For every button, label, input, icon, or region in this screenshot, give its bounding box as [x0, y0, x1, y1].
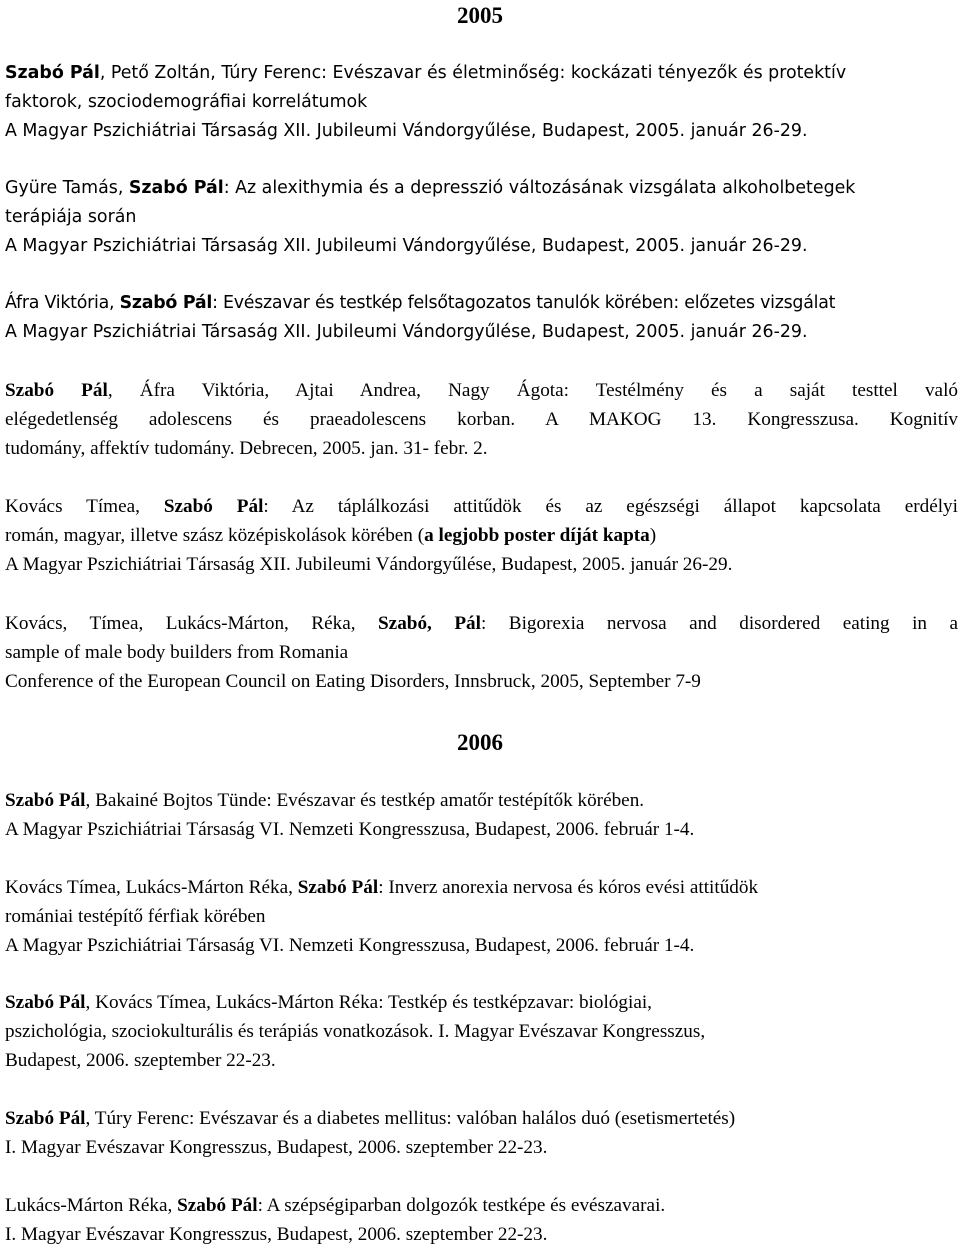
author-highlight: Szabó Pál	[5, 992, 86, 1013]
entry-line	[5, 289, 958, 318]
text-run: : Bigorexia nervosa and disordered eating in a	[480, 613, 958, 634]
author-highlight: Szabó Pál	[119, 293, 213, 313]
text-run: : Inverz anorexia nervosa és kóros evési attitűdök	[378, 877, 759, 898]
text-run: : Az alexithymia és a depresszió változásának vizsgálata alkoholbetegek	[223, 178, 856, 198]
author-highlight: Szabó Pál	[163, 496, 264, 517]
text-run: terápiája során	[5, 207, 137, 227]
entry-line	[5, 1220, 958, 1249]
entry-line	[5, 203, 958, 232]
text-run: romániai testépítő férfiak körében	[5, 906, 266, 927]
author-highlight: Szabó Pál	[128, 178, 224, 198]
entry-line	[5, 815, 958, 844]
publication-entry	[5, 59, 958, 146]
publication-entry	[5, 609, 958, 696]
publication-entry	[5, 988, 958, 1075]
text-run: A Magyar Pszichiátriai Társaság VI. Nemzeti Kongresszusa, Budapest, 2006. február 1-4.	[5, 935, 695, 956]
author-highlight: Szabó Pál	[5, 790, 86, 811]
entry-line	[5, 667, 958, 696]
text-run: román, magyar, illetve szász középiskolások körében (	[5, 525, 425, 546]
entry-line	[5, 1017, 958, 1046]
entry-line	[5, 88, 958, 117]
entry-line	[5, 988, 958, 1017]
text-run: Budapest, 2006. szeptember 22-23.	[5, 1050, 276, 1071]
entry-line	[5, 609, 958, 638]
year-heading-2005: 2005	[457, 3, 503, 28]
text-run: pszichológia, szociokulturális és terápiás vonatkozások. I. Magyar Evészavar Kongresszus,	[5, 1021, 706, 1042]
text-run: A Magyar Pszichiátriai Társaság VI. Nemzeti Kongresszusa, Budapest, 2006. február 1-4.	[5, 819, 695, 840]
text-run: A Magyar Pszichiátriai Társaság XII. Jubileumi Vándorgyűlése, Budapest, 2005. január 26-29.	[5, 121, 808, 141]
text-run: Conference of the European Council on Eating Disorders, Innsbruck, 2005, September 7-9	[5, 671, 701, 692]
entry-line	[5, 376, 958, 405]
publication-entry	[5, 376, 958, 463]
entry-line	[5, 434, 958, 463]
publication-entry	[5, 786, 958, 844]
entry-line	[5, 1191, 958, 1220]
author-highlight: Szabó Pál	[5, 380, 108, 401]
entry-line	[5, 902, 958, 931]
year-heading-2006: 2006	[457, 730, 503, 755]
publication-entry	[5, 289, 958, 347]
publication-entry	[5, 1191, 958, 1249]
text-run: Lukács-Márton Réka,	[5, 1195, 178, 1216]
entry-line	[5, 638, 958, 667]
entry-line	[5, 873, 958, 902]
text-run: , Túry Ferenc: Evészavar és a diabetes mellitus: valóban halálos duó (esetismertetés)	[85, 1108, 736, 1129]
text-run: A Magyar Pszichiátriai Társaság XII. Jubileumi Vándorgyűlése, Budapest, 2005. január 26-29.	[5, 322, 808, 342]
entry-line	[5, 318, 958, 347]
text-run: , Kovács Tímea, Lukács-Márton Réka: Testkép és testképzavar: biológiai,	[85, 992, 652, 1013]
text-run: Kovács Tímea, Lukács-Márton Réka,	[5, 877, 298, 898]
text-run: : Evészavar és testkép felsőtagozatos tanulók körében: előzetes vizsgálat	[212, 293, 836, 313]
entry-line	[5, 1133, 958, 1162]
entry-line	[5, 232, 958, 261]
text-run: tudomány, affektív tudomány. Debrecen, 2005. jan. 31- febr. 2.	[5, 438, 488, 459]
author-highlight: Szabó Pál	[177, 1195, 258, 1216]
text-run: : Az táplálkozási attitűdök és az egészségi állapot kapcsolata erdélyi	[263, 496, 958, 517]
text-run: Gyüre Tamás,	[5, 178, 129, 198]
entry-line	[5, 174, 958, 203]
text-run: Áfra Viktória,	[5, 293, 120, 313]
publication-entry	[5, 492, 958, 579]
text-run: elégedetlenség adolescens és praeadolescens korban. A MAKOG 13. Kongresszusa. Kognitív	[5, 409, 958, 430]
text-run: : A szépségiparban dolgozók testképe és evészavarai.	[257, 1195, 666, 1216]
entry-line	[5, 786, 958, 815]
author-highlight: Szabó Pál	[5, 63, 100, 83]
entry-line	[5, 550, 958, 579]
award-highlight: a legjobb poster díját kapta	[424, 525, 650, 546]
entry-line	[5, 117, 958, 146]
publication-entry	[5, 873, 958, 960]
text-run: I. Magyar Evészavar Kongresszus, Budapest, 2006. szeptember 22-23.	[5, 1137, 548, 1158]
text-run: A Magyar Pszichiátriai Társaság XII. Jubileumi Vándorgyűlése, Budapest, 2005. január 26-29.	[5, 554, 733, 575]
text-run: A Magyar Pszichiátriai Társaság XII. Jubileumi Vándorgyűlése, Budapest, 2005. január 26-29.	[5, 236, 808, 256]
text-run: Kovács, Tímea, Lukács-Márton, Réka,	[5, 613, 379, 634]
text-run: )	[649, 525, 657, 546]
entry-line	[5, 521, 958, 550]
text-run: faktorok, szociodemográfiai korrelátumok	[5, 92, 368, 112]
author-highlight: Szabó Pál	[5, 1108, 86, 1129]
entry-line	[5, 405, 958, 434]
publication-entry	[5, 174, 958, 261]
entry-line	[5, 931, 958, 960]
entry-line	[5, 492, 958, 521]
publication-entry	[5, 1104, 958, 1162]
text-run: , Áfra Viktória, Ajtai Andrea, Nagy Ágota: Testélmény és a saját testtel való	[107, 380, 958, 401]
text-run: , Pető Zoltán, Túry Ferenc: Evészavar és életminőség: kockázati tényezők és protektív	[99, 63, 847, 83]
author-highlight: Szabó Pál	[297, 877, 379, 898]
entry-line	[5, 1046, 958, 1075]
text-run: , Bakainé Bojtos Tünde: Evészavar és testkép amatőr testépítők körében.	[85, 790, 645, 811]
entry-line	[5, 1104, 958, 1133]
text-run: sample of male body builders from Romania	[5, 642, 349, 663]
entry-line	[5, 59, 958, 88]
text-run: I. Magyar Evészavar Kongresszus, Budapest, 2006. szeptember 22-23.	[5, 1224, 548, 1245]
author-highlight: Szabó, Pál	[378, 613, 481, 634]
text-run: Kovács Tímea,	[5, 496, 164, 517]
